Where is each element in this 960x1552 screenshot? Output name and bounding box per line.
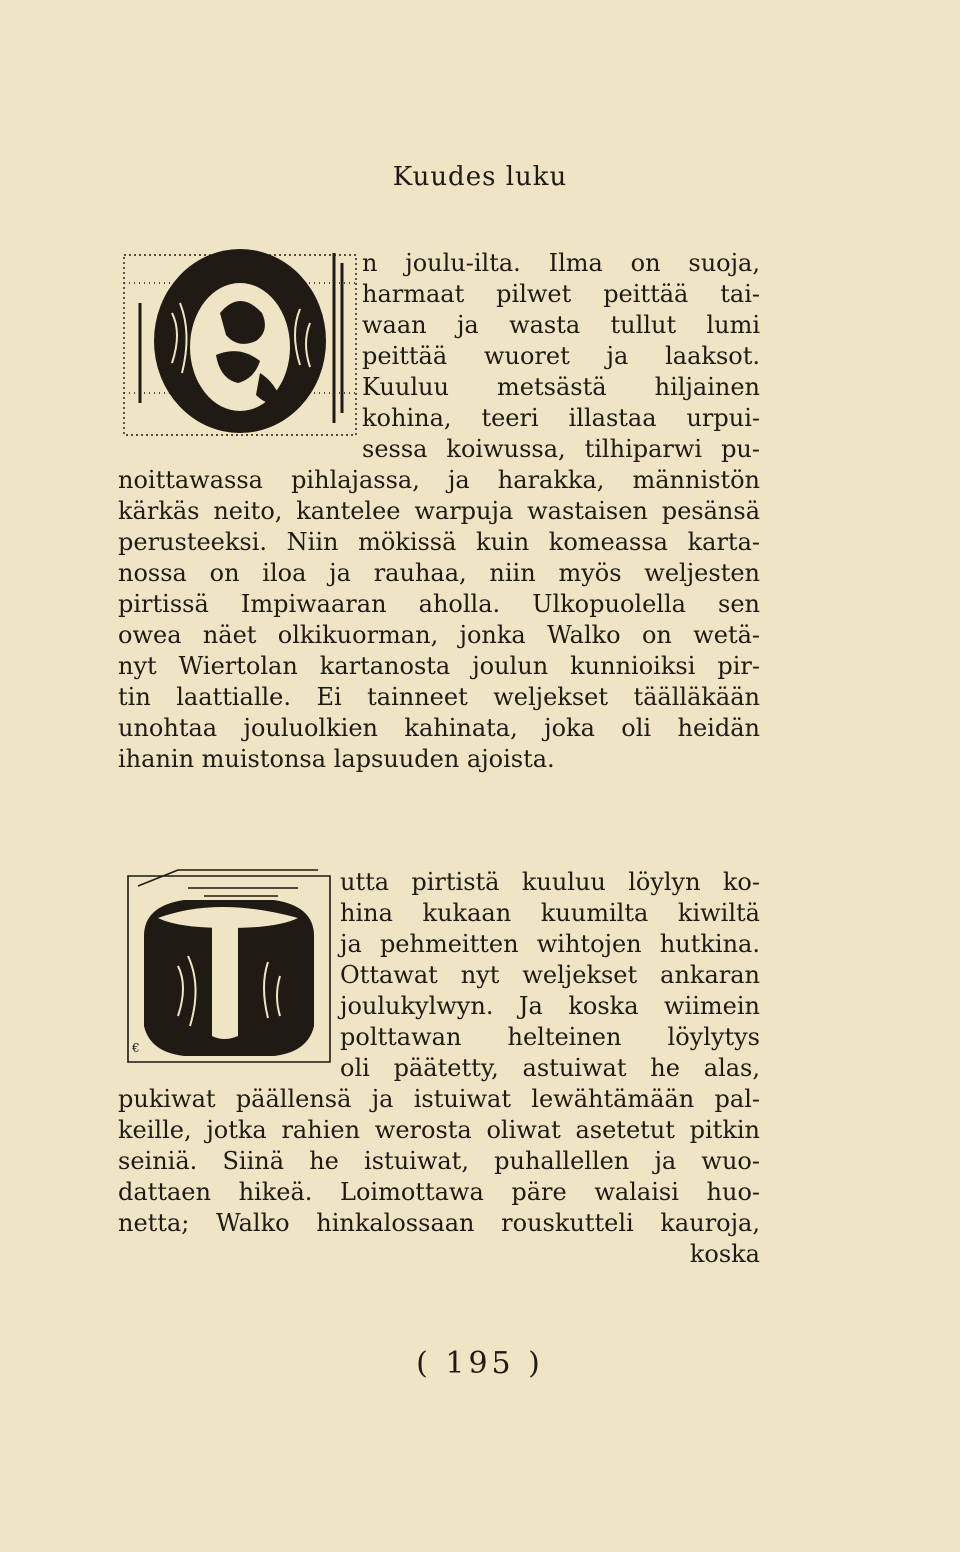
text-line: harmaat pilwet peittää tai- [362,280,760,308]
text-line: hina kukaan kuumilta kiwiltä [340,899,760,927]
text-line: utta pirtistä kuuluu löylyn ko- [340,868,760,896]
svg-text:€: € [132,1041,140,1055]
text-line: n joulu-ilta. Ilma on suoja, [362,249,760,277]
text-line: unohtaa jouluolkien kahinata, joka oli heidän [118,714,760,742]
text-line: oli päätetty, astuiwat he alas, [340,1054,760,1082]
text-line: nossa on iloa ja rauhaa, niin myös weljesten [118,559,760,587]
text-line: owea näet olkikuorman, jonka Walko on wetä- [118,621,760,649]
text-line: sessa koiwussa, tilhiparwi pu- [362,435,760,463]
page-number: ( 195 ) [416,1346,544,1381]
text-line: waan ja wasta tullut lumi [362,311,760,339]
text-line: ja pehmeitten wihtojen hutkina. [340,930,760,958]
text-line: dattaen hikeä. Loimottawa päre walaisi huo- [118,1178,760,1206]
text-line: tin laattialle. Ei tainneet weljekset täälläkään [118,683,760,711]
text-line: kohina, teeri illastaa urpui- [362,404,760,432]
text-line: Ottawat nyt weljekset ankaran [340,961,760,989]
text-line: kärkäs neito, kantelee warpuja wastaisen pesänsä [118,497,760,525]
text-line: keille, jotka rahien werosta oliwat asetetut pitkin [118,1116,760,1144]
paragraph-2 [118,867,760,1267]
text-line: peittää wuoret ja laaksot. [362,342,760,370]
text-line: pukiwat päällensä ja istuiwat lewähtämään pal- [118,1085,760,1113]
text-line: seiniä. Siinä he istuiwat, puhallellen ja wuo- [118,1147,760,1175]
text-line: pirtissä Impiwaaran aholla. Ulkopuolella sen [118,590,760,618]
catchword: koska [689,1240,760,1268]
text-line: ihanin muistonsa lapsuuden ajoista. [118,745,555,773]
text-line: netta; Walko hinkalossaan rouskutteli kauroja, [118,1209,760,1237]
text-line: nyt Wiertolan kartanosta joulun kunnioiksi pir- [118,652,760,680]
text-line: perusteeksi. Niin mökissä kuin komeassa karta- [118,528,760,556]
text-line: noittawassa pihlajassa, ja harakka, männistön [118,466,760,494]
text-line: joulukylwyn. Ja koska wiimein [340,992,760,1020]
chapter-heading: Kuudes luku [392,162,568,192]
paragraph-1 [118,248,760,773]
text-line: polttawan helteinen löylytys [340,1023,760,1051]
text-line: Kuuluu metsästä hiljainen [362,373,760,401]
